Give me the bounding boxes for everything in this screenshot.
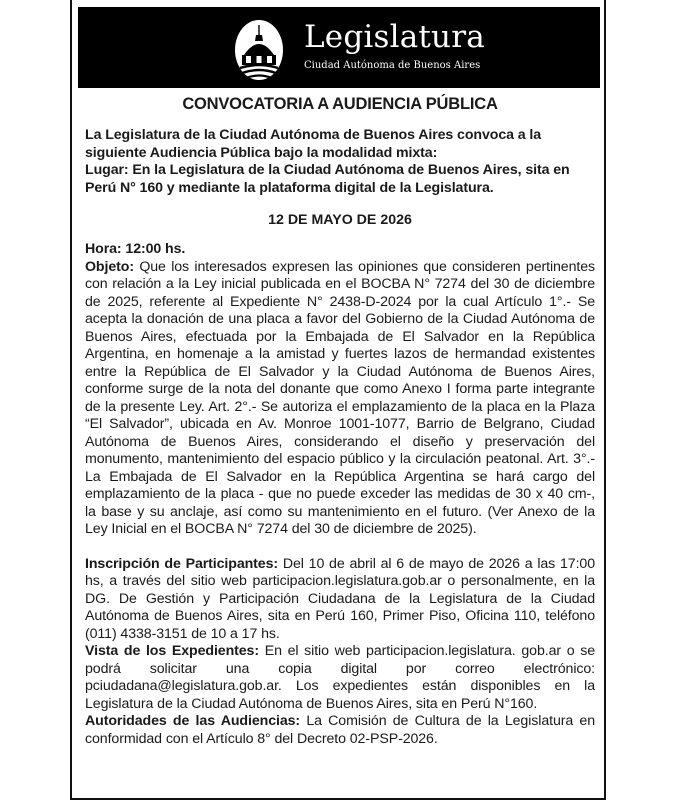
header-banner [78, 7, 600, 88]
object [85, 259, 595, 539]
files-label: Vista de los Expedientes: [85, 643, 259, 659]
object-text: Que los interesados expresen las opiniones que consideren pertinentes con relación a la Ley inicial publicada en el BOCBA N° 7274 del 30 de diciembre de 2025, referente al Expediente N° 2438-D-2024 por la cual Artículo 1°.- Se acepta la donación de una placa a favor del Gobierno de la Ciudad Autónoma de Buenos Aires, efectuada por la Embajada de El Salvador en la República Argentina, en homenaje a la amistad y fuertes lazos de hermandad existentes entre la República de El Salvador y la Ciudad Autónoma de Buenos Aires, conforme surge de la nota del donante que como Anexo I forma parte integrante de la presente Ley. Art. 2°.- Se autoriza el emplazamiento de la placa en la Plaza “El Salvador”, ubicada en Av. Monroe 1001-1077, Barrio de Belgrano, Ciudad Autónoma de Buenos Aires, considerando el diseño y preservación del monumento, mantenimiento del espacio público y la circulación peatonal. Art. 3°.- La Embajada de El Salvador en la República Argentina se hará cargo del emplazamiento de la placa - que no puede exceder las medidas de 30 x 40 cm-, la base y su anclaje, así como su mantenimiento en el futuro. (Ver Anexo de la Ley Inicial en el BOCBA N° 7274 del 30 de diciembre de 2025). [85, 258, 596, 537]
notice-content [85, 90, 595, 748]
time-label: Hora: [85, 241, 122, 257]
public-hearing-notice [70, 0, 606, 800]
authorities [85, 713, 595, 748]
brand-name: Legislatura [304, 19, 485, 55]
place-text: En la Legislatura de la Ciudad Autónoma de Buenos Aires, sita en Perú N° 160 y mediante la plataforma digital de la Legislatura. [85, 162, 570, 196]
notice-intro [85, 127, 595, 197]
object-label: Objeto: [85, 258, 134, 275]
files-text: En el sitio web participacion.legislatura. gob.ar o se podrá solicitar una copia digital por correo electrónico: pciudadana@legislatura.gob.ar. Los expedientes están disponibles en la Legislatura de la Ciudad Autónoma de Buenos Aires, sita en Perú N°160. [85, 643, 596, 712]
authorities-label: Autoridades de las Audiencias: [85, 713, 301, 729]
time [85, 241, 595, 259]
hearing-date: 12 DE MAYO DE 2026 [268, 212, 412, 228]
legislature-dome-icon [234, 19, 284, 81]
registration [85, 556, 595, 644]
time-value: 12:00 hs. [125, 241, 186, 257]
brand-subtitle: Ciudad Autónoma de Buenos Aires [304, 60, 481, 71]
authorities-text: La Comisión de Cultura de la Legislatura en conformidad con el Artículo 8° del Decreto 02-PSP-2026. [85, 713, 596, 747]
registration-text: Del 10 de abril al 6 de mayo de 2026 a las 17:00 hs, a través del sitio web participacion.legislatura.gob.ar o personalmente, en la DG. De Gestión y Participación Ciudadana de la Legislatura de la Ciudad Autónoma de Buenos Aires, sita en Perú 160, Primer Piso, Oficina 110, teléfono (011) 4338-3151 de 10 a 17 hs. [85, 555, 595, 642]
registration-label: Inscripción de Participantes: [85, 555, 279, 572]
notice-title: CONVOCATORIA A AUDIENCIA PÚBLICA [182, 95, 498, 113]
place-label: Lugar: [85, 162, 129, 178]
brand [304, 19, 485, 73]
intro-text: La Legislatura de la Ciudad Autónoma de Buenos Aires convoca a la siguiente Audiencia Pública bajo la modalidad mixta: [85, 127, 542, 161]
notice-body [85, 241, 595, 748]
files [85, 643, 595, 713]
place [85, 162, 595, 197]
